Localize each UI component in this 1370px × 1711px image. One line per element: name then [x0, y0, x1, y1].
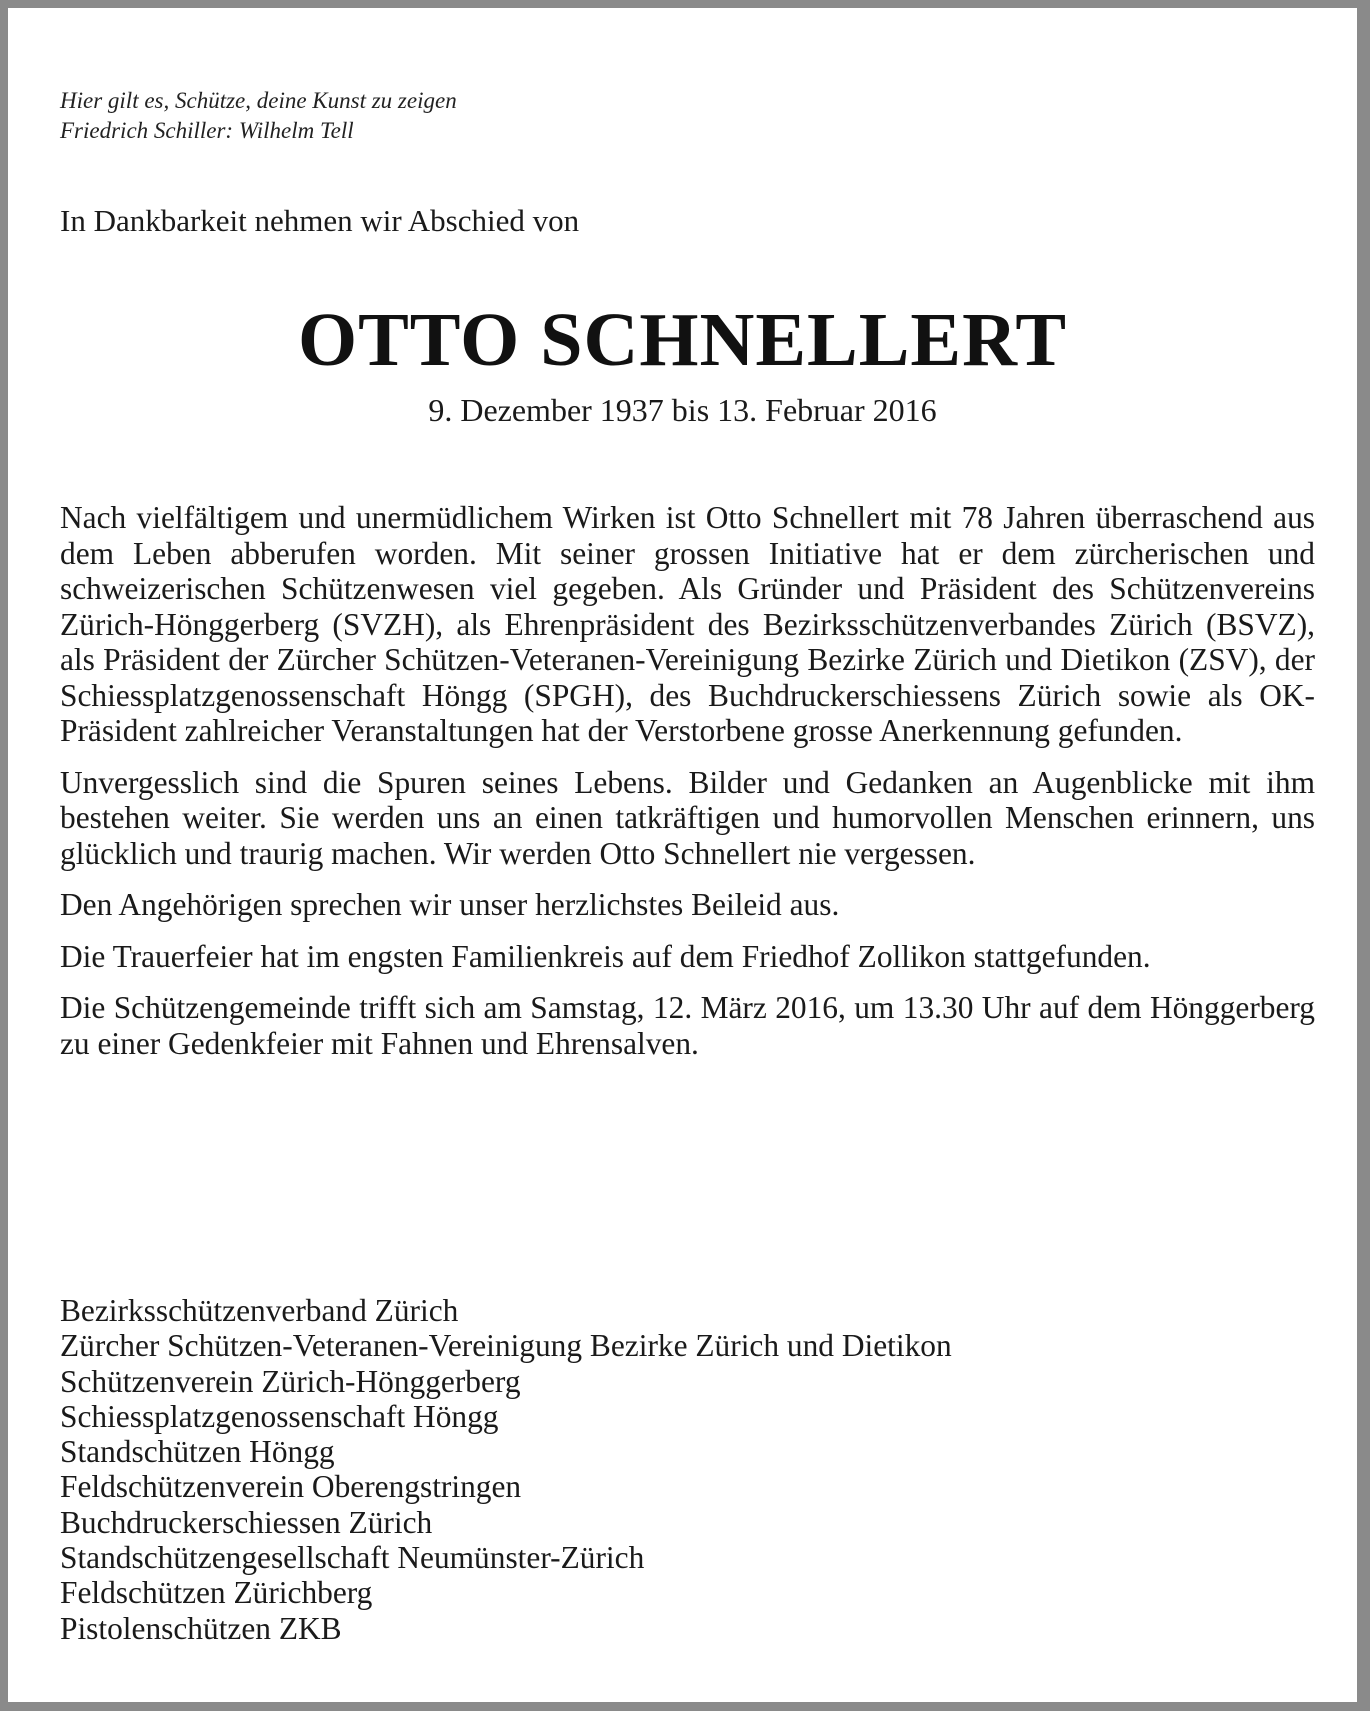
organization-item: Schiessplatzgenossenschaft Höngg — [60, 1398, 499, 1434]
organization-item: Schützenverein Zürich-Hönggerberg — [60, 1363, 521, 1399]
organization-item: Zürcher Schützen-Veteranen-Vereinigung Bezirke Zürich und Dietikon — [60, 1328, 952, 1364]
paragraph-biography: Nach vielfältigem und unermüdlichem Wirken ist Otto Schnellert mit 78 Jahren überraschend aus dem Leben abberufen worden. Mit seiner grossen Initiative hat er dem zürcherischen und schweizerischen Schützenwesen viel gegeben. Als Gründer und Präsident des Schützenvereins Zürich-Hönggerberg (SVZH), als Ehrenpräsident des Bezirksschützenverbandes Zürich (BSVZ), als Präsident der Zürcher Schützen-Veteranen-Vereinigung Bezirke Zürich und Dietikon (ZSV), der Schiessplatzgenossenschaft Höngg (SPGH), des Buchdruckerschiessens Zürich sowie als OK-Präsident zahlreicher Veranstaltungen hat der Verstorbene grosse Anerkennung gefunden. — [60, 500, 1315, 748]
organization-item: Standschützen Höngg — [60, 1434, 335, 1470]
obituary-page — [8, 8, 1357, 1702]
organization-item: Bezirksschützenverband Zürich — [60, 1293, 459, 1328]
paragraph-remembrance: Unvergesslich sind die Spuren seines Lebens. Bilder und Gedanken an Augenblicke mit ihm bestehen weiter. Sie werden uns an einen tatkräftigen und humorvollen Menschen erinnern, uns glücklich und traurig machen. Wir werden Otto Schnellert nie vergessen. — [60, 764, 1315, 871]
paragraph-funeral: Die Trauerfeier hat im engsten Familienkreis auf dem Friedhof Zollikon stattgefunden. — [60, 938, 1151, 974]
organization-item: Pistolenschützen ZKB — [60, 1610, 342, 1646]
deceased-name: OTTO SCHNELLERT — [297, 298, 1068, 382]
motto-attribution: Friedrich Schiller: Wilhelm Tell — [60, 118, 354, 143]
organization-item: Standschützengesellschaft Neumünster-Zürich — [60, 1540, 645, 1576]
obituary-body — [60, 500, 1315, 1077]
motto-line: Hier gilt es, Schütze, deine Kunst zu zeigen — [60, 88, 457, 113]
signatory-organizations — [60, 1293, 952, 1646]
organization-item: Feldschützenverein Oberengstringen — [60, 1469, 522, 1505]
paragraph-memorial: Die Schützengemeinde trifft sich am Samstag, 12. März 2016, um 13.30 Uhr auf dem Hönggerberg zu einer Gedenkfeier mit Fahnen und Ehrensalven. — [60, 990, 1315, 1061]
organization-item: Buchdruckerschiessen Zürich — [60, 1504, 433, 1540]
paragraph-condolences: Den Angehörigen sprechen wir unser herzlichstes Beileid aus. — [60, 887, 840, 922]
life-dates: 9. Dezember 1937 bis 13. Februar 2016 — [428, 392, 937, 428]
intro-text: In Dankbarkeit nehmen wir Abschied von — [60, 203, 580, 238]
organization-item: Feldschützen Zürichberg — [60, 1575, 373, 1611]
motto-quote — [60, 86, 457, 146]
